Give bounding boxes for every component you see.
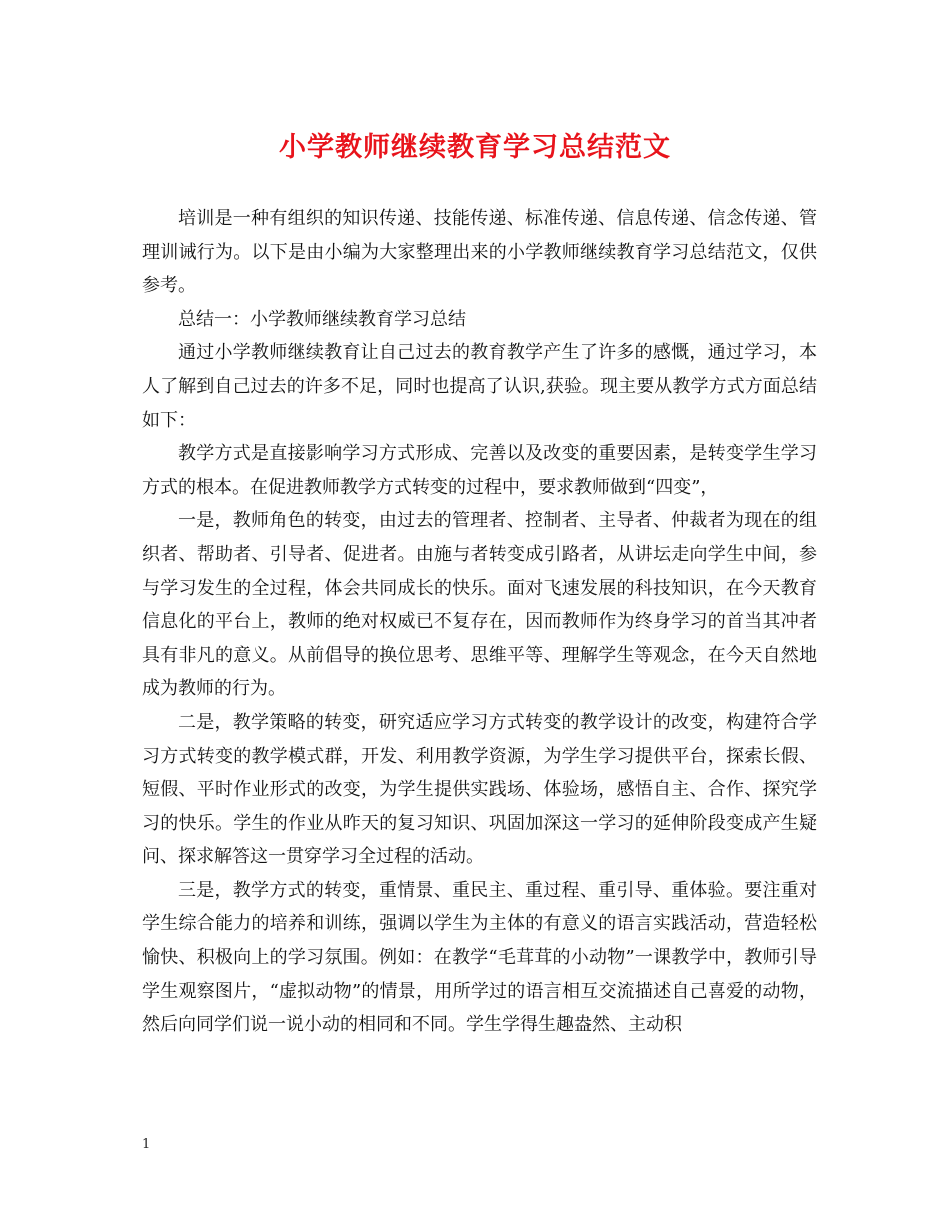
paragraph-point-one: 一是，教师角色的转变，由过去的管理者、控制者、主导者、仲裁者为现在的组织者、帮助者、引导者、促进者。由施与者转变成引路者，从讲坛走向学生中间，参与学习发生的全过程，体会共同成长的快乐。面对飞速发展的科技知识，在今天教育信息化的平台上，教师的绝对权威已不复存在，因而教师作为终身学习的首当其冲者具有非凡的意义。从前倡导的换位思考、思维平等、理解学生等观念，在今天自然地成为教师的行为。 bbox=[142, 510, 817, 700]
paragraph-section-heading: 总结一：小学教师继续教育学习总结 bbox=[178, 308, 466, 330]
paragraph-point-three: 三是，教学方式的转变，重情景、重民主、重过程、重引导、重体验。要注重对学生综合能力的培养和训练，强调以学生为主体的有意义的语言实践活动，营造轻松愉快、积极向上的学习氛围。例如：在教学“毛茸茸的小动物”一课教学中，教师引导学生观察图片，“虚拟动物”的情景，用所学过的语言相互交流描述自己喜爱的动物，然后向同学们说一说小动的相同和不同。学生学得生趣盎然、主动积 bbox=[142, 879, 817, 1036]
paragraph-intro: 培训是一种有组织的知识传递、技能传递、标准传递、信息传递、信念传递、管理训诫行为。以下是由小编为大家整理出来的小学教师继续教育学习总结范文，仅供参考。 bbox=[142, 208, 817, 297]
document-body bbox=[142, 202, 817, 1042]
paragraph-point-two: 二是，教学策略的转变，研究适应学习方式转变的教学设计的改变，构建符合学习方式转变的教学模式群，开发、利用教学资源，为学生学习提供平台，探索长假、短假、平时作业形式的改变，为学生提供实践场、体验场，感悟自主、合作、探究学习的快乐。学生的作业从昨天的复习知识、巩固加深这一学习的延伸阶段变成产生疑问、探求解答这一贯穿学习全过程的活动。 bbox=[142, 711, 817, 868]
paragraph-teaching-methods: 教学方式是直接影响学习方式形成、完善以及改变的重要因素，是转变学生学习方式的根本。在促进教师教学方式转变的过程中，要求教师做到“四变”， bbox=[142, 443, 817, 498]
document-title: 小学教师继续教育学习总结范文 bbox=[279, 132, 671, 163]
paragraph-overview: 通过小学教师继续教育让自己过去的教育教学产生了许多的感慨，通过学习，本人了解到自己过去的许多不足，同时也提高了认识,获验。现主要从教学方式方面总结如下： bbox=[142, 342, 817, 431]
page-number: 1 bbox=[142, 1137, 151, 1152]
